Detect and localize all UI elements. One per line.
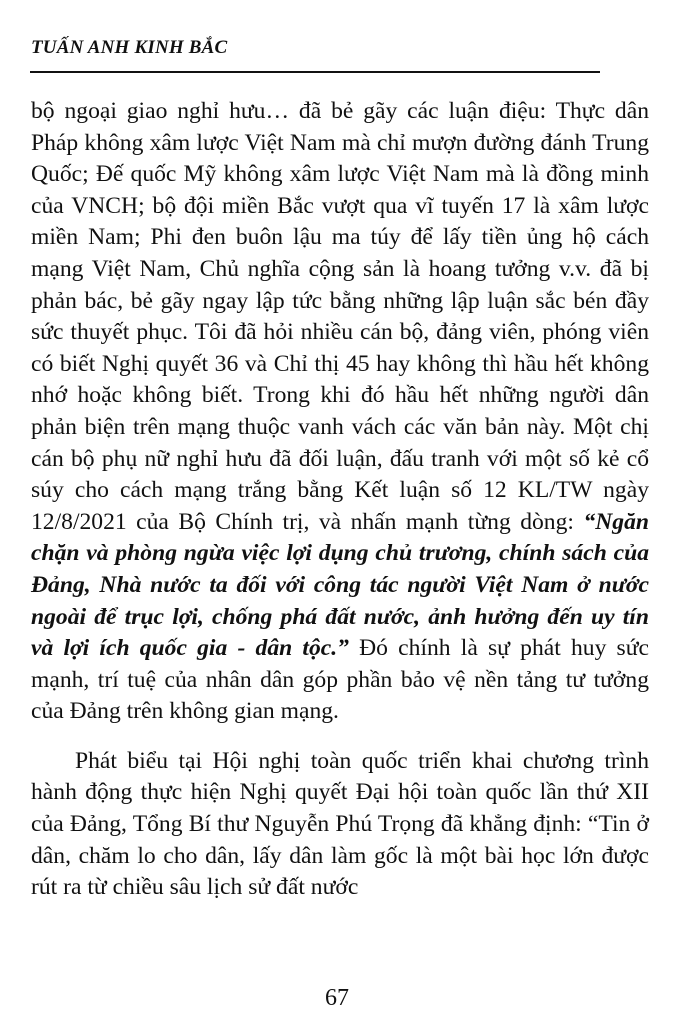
paragraph-1-tail: Đó chính là sự phát huy sức mạnh, trí tuệ của nhân dân góp phần bảo vệ nền tảng tư tưởng của Đảng trên không gian mạng.	[31, 635, 649, 725]
page-number: 67	[325, 985, 349, 1011]
paragraph-2: Phát biểu tại Hội nghị toàn quốc triển khai chương trình hành động thực hiện Nghị quyết Đại hội toàn quốc lần thứ XII của Đảng, Tổng Bí thư Nguyễn Phú Trọng đã khẳng định: “Tin ở dân, chăm lo cho dân, lấy dân làm gốc là một bài học lớn được rút ra từ chiều sâu lịch sử đất nước	[31, 747, 649, 901]
running-header: TUẤN ANH KINH BẮC	[31, 37, 228, 58]
header-rule	[30, 71, 600, 73]
paragraph-1	[31, 96, 649, 728]
body-text	[31, 96, 649, 904]
paragraph-1-lead: bộ ngoại giao nghỉ hưu… đã bẻ gãy các luận điệu: Thực dân Pháp không xâm lược Việt Nam mà chỉ mượn đường đánh Trung Quốc; Đế quốc Mỹ không xâm lược Việt Nam mà là đồng minh của VNCH; bộ đội miền Bắc vượt qua vĩ tuyến 17 là xâm lược miền Nam; Phi đen buôn lậu ma túy để lấy tiền ủng hộ cách mạng Việt Nam, Chủ nghĩa cộng sản là hoang tưởng v.v. đã bị phản bác, bẻ gãy ngay lập tức bằng những lập luận sắc bén đầy sức thuyết phục. Tôi đã hỏi nhiều cán bộ, đảng viên, phóng viên có biết Nghị quyết 36 và Chỉ thị 45 hay không thì hầu hết không nhớ hoặc không biết. Trong khi đó hầu hết những người dân phản biện trên mạng thuộc vanh vách các văn bản này. Một chị cán bộ phụ nữ nghỉ hưu đã đối luận, đấu tranh với một số kẻ cổ súy cho cách mạng trắng bằng Kết luận số 12 KL/TW ngày 12/8/2021 của Bộ Chính trị, và nhấn mạnh từng dòng:	[31, 98, 649, 535]
bold-quote: “Ngăn chặn và phòng ngừa việc lợi dụng chủ trương, chính sách của Đảng, Nhà nước ta đối với công tác người Việt Nam ở nước ngoài để trục lợi, chống phá đất nước, ảnh hưởng đến uy tín và lợi ích quốc gia - dân tộc.”	[31, 508, 649, 662]
